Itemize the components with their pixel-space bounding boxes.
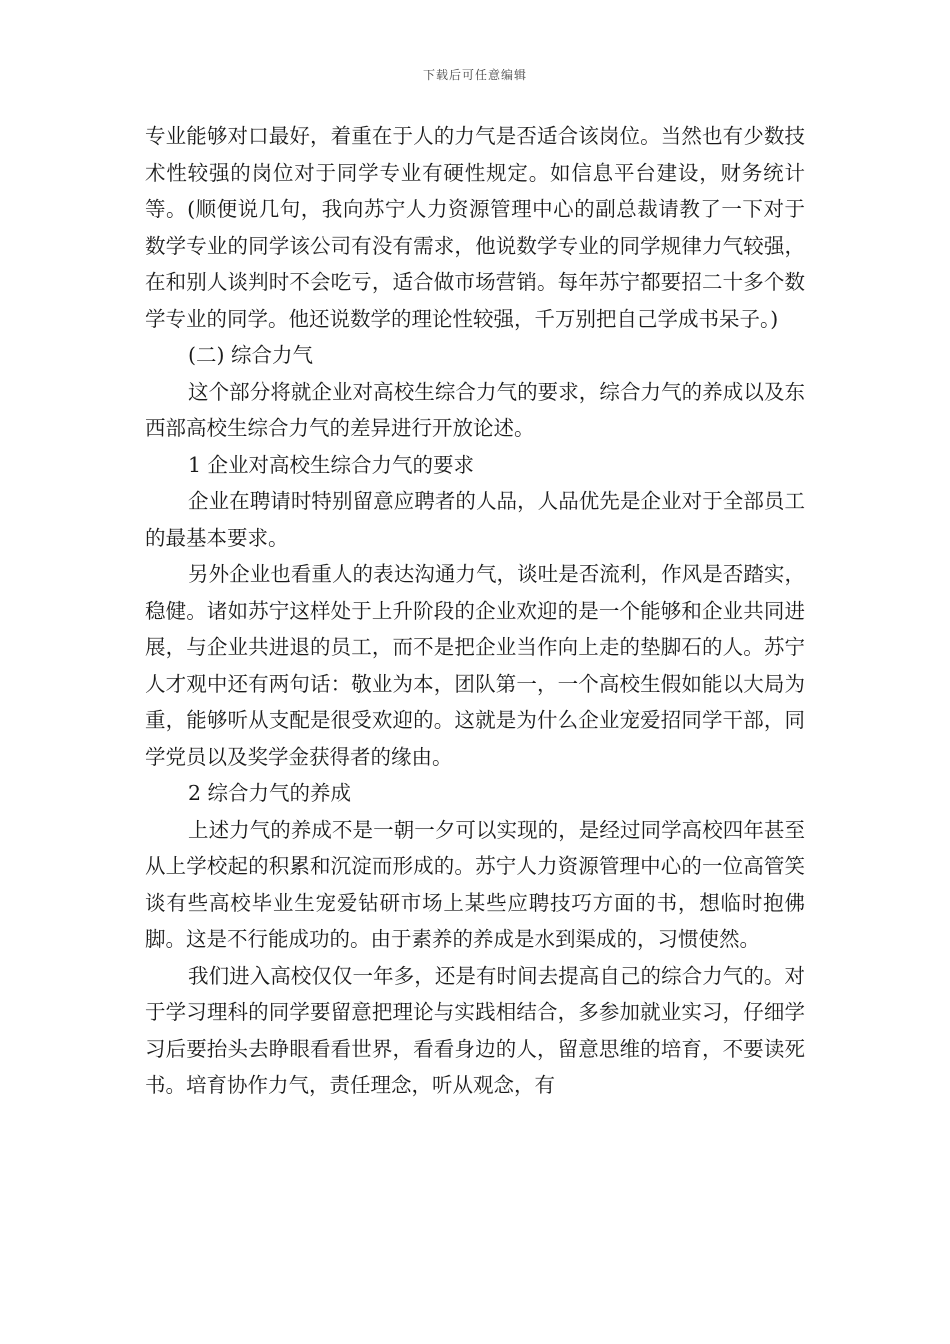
paragraph: 我们进入高校仅仅一年多，还是有时间去提高自己的综合力气的。对于学习理科的同学要留意把理论与实践相结合，多参加就业实习，仔细学习后要抬头去睁眼看看世界，看看身边的人，留意思维的培育，不要读死书。培育协作力气，责任理念，听从观念，有 xyxy=(145,963,805,1097)
paragraph: 上述力气的养成不是一朝一夕可以实现的，是经过同学高校四年甚至从上学校起的积累和沉淀而形成的。苏宁人力资源管理中心的一位高管笑谈有些高校毕业生宠爱钻研市场上某些应聘技巧方面的书，想临时抱佛脚。这是不行能成功的。由于素养的养成是水到渠成的，习惯使然。 xyxy=(145,817,805,951)
subsection-heading: 1 企业对高校生综合力气的要求 xyxy=(188,452,475,477)
paragraph: 企业在聘请时特别留意应聘者的人品，人品优先是企业对于全部员工的最基本要求。 xyxy=(145,489,805,550)
page-header: 下载后可任意编辑 xyxy=(422,68,527,82)
document-body xyxy=(145,118,805,1104)
paragraph: 另外企业也看重人的表达沟通力气，谈吐是否流利，作风是否踏实，稳健。诸如苏宁这样处于上升阶段的企业欢迎的是一个能够和企业共同进展，与企业共进退的员工，而不是把企业当作向上走的垫脚石的人。苏宁人才观中还有两句话：敬业为本，团队第一，一个高校生假如能以大局为重，能够听从支配是很受欢迎的。这就是为什么企业宠爱招同学干部，同学党员以及奖学金获得者的缘由。 xyxy=(145,562,805,769)
subsection-heading: 2 综合力气的养成 xyxy=(188,781,352,805)
paragraph: 这个部分将就企业对高校生综合力气的要求，综合力气的养成以及东西部高校生综合力气的差异进行开放论述。 xyxy=(145,379,805,440)
paragraph-continued: 专业能够对口最好，着重在于人的力气是否适合该岗位。当然也有少数技术性较强的岗位对于同学专业有硬性规定。如信息平台建设，财务统计等。(顺便说几句，我向苏宁人力资源管理中心的副总裁请教了一下对于数学专业的同学该公司有没有需求，他说数学专业的同学规律力气较强，在和别人谈判时不会吃亏，适合做市场营销。每年苏宁都要招二十多个数学专业的同学。他还说数学的理论性较强，千万别把自己学成书呆子。) xyxy=(145,124,805,331)
section-heading: (二) 综合力气 xyxy=(188,343,314,367)
